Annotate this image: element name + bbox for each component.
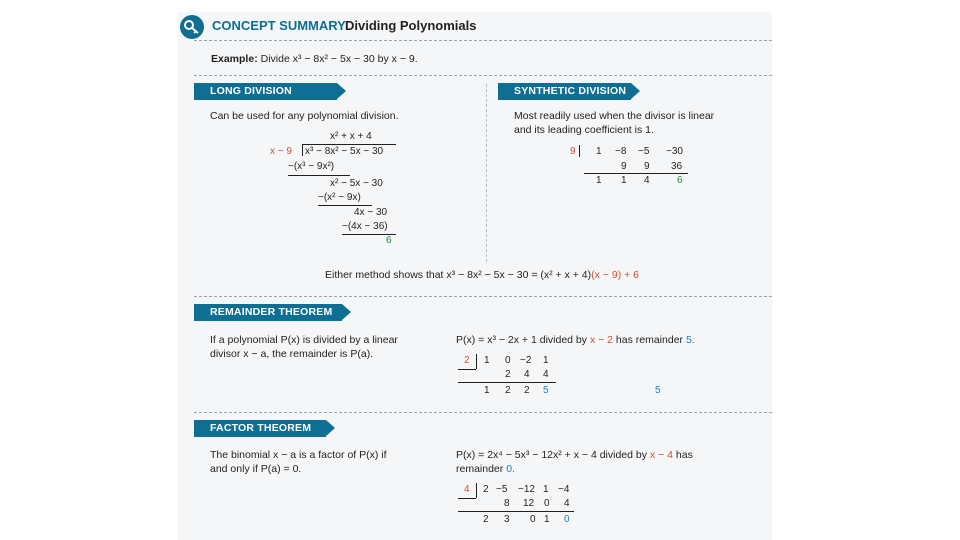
- long-division-bar: [302, 144, 396, 145]
- factor-theorem-heading-arrow: [326, 420, 335, 436]
- synthetic-root-bar: [579, 145, 580, 157]
- rt-remainder: 5: [543, 385, 549, 396]
- column-divider: [486, 84, 487, 262]
- long-division-quotient: x² + x + 4: [330, 131, 372, 142]
- long-division-dividend: x³ − 8x² − 5x − 30: [305, 146, 384, 157]
- ft-row3-1: 3: [504, 514, 510, 525]
- ft-row2-3: 4: [564, 498, 570, 509]
- remainder-theorem-heading: REMAINDER THEOREM: [194, 304, 342, 321]
- synthetic-row1-2: −5: [638, 146, 650, 157]
- conclusion-factor: (x − 9): [591, 269, 622, 281]
- ft-root: 4: [464, 484, 470, 495]
- rt-row1-2: −2: [520, 355, 532, 366]
- rt-statement-remainder: 5.: [685, 334, 695, 346]
- synthetic-row2-2: 36: [671, 161, 683, 172]
- synthetic-row3-0: 1: [596, 175, 602, 186]
- ft-row2-1: 12: [523, 498, 535, 509]
- rt-extra-value: 5: [655, 385, 661, 396]
- long-division-rule-2: [318, 205, 372, 206]
- factor-theorem-desc-2: and only if P(a) = 0.: [210, 463, 302, 475]
- long-division-step-2: x² − 5x − 30: [330, 178, 383, 189]
- synthetic-division-desc-2: and its leading coefficient is 1.: [514, 124, 654, 136]
- example-divider: [194, 75, 772, 76]
- long-division-step-4: 4x − 30: [354, 207, 388, 218]
- remainder-divider: [194, 412, 772, 413]
- conclusion-divider: [194, 296, 772, 297]
- ft-remainder: 0: [564, 514, 570, 525]
- rt-root-bar: [476, 354, 477, 369]
- rt-row1-1: 0: [505, 355, 511, 366]
- long-division-desc: Can be used for any polynomial division.: [210, 110, 399, 122]
- ft-row3-2: 0: [530, 514, 536, 525]
- example-divisor: x − 9.: [391, 53, 418, 65]
- long-division-heading: LONG DIVISION: [194, 83, 337, 100]
- rt-statement-mid: has remainder: [613, 334, 686, 346]
- synthetic-row2-1: 9: [644, 161, 650, 172]
- conclusion-pre: Either method shows that: [325, 269, 447, 281]
- ft-row3-0: 2: [483, 514, 489, 525]
- ft-row3-3: 1: [544, 514, 550, 525]
- long-division-step-1: −(x³ − 9x²): [288, 161, 335, 172]
- synthetic-remainder: 6: [677, 175, 683, 186]
- ft-row1-4: −4: [558, 484, 570, 495]
- conclusion-expr: x³ − 8x² − 5x − 30 = (x² + x + 4): [446, 269, 592, 281]
- example-text-pre: Divide: [260, 53, 293, 65]
- ft-root-bar: [476, 483, 477, 498]
- ft-root-underline: [458, 498, 476, 499]
- long-division-remainder: 6: [386, 235, 392, 246]
- ft-rule: [458, 511, 574, 512]
- synthetic-root: 9: [570, 146, 576, 157]
- synthetic-row1-0: 1: [596, 146, 602, 157]
- ft-statement-mid: has: [672, 449, 693, 461]
- ft-statement-line2-pre: remainder: [456, 463, 507, 475]
- rt-row3-0: 1: [484, 385, 490, 396]
- factor-theorem-desc-1: The binomial x − a is a factor of P(x) if: [210, 449, 387, 461]
- rt-row2-2: 4: [543, 369, 549, 380]
- synthetic-row3-1: 1: [621, 175, 627, 186]
- ft-row1-0: 2: [483, 484, 489, 495]
- factor-theorem-statement-1: [456, 449, 693, 462]
- remainder-theorem-heading-arrow: [342, 304, 351, 320]
- long-division-heading-arrow: [337, 83, 346, 99]
- long-division-step-5: −(4x − 36): [342, 221, 388, 232]
- rt-statement-pre: P(x) = x³ − 2x + 1 divided by: [456, 334, 590, 346]
- header-title: CONCEPT SUMMARY: [212, 18, 346, 33]
- synthetic-row3-2: 4: [644, 175, 650, 186]
- synthetic-row1-1: −8: [615, 146, 627, 157]
- rt-row3-1: 2: [505, 385, 511, 396]
- ft-row1-1: −5: [496, 484, 508, 495]
- remainder-theorem-desc-1: If a polynomial P(x) is divided by a linear: [210, 334, 398, 346]
- key-icon: [180, 15, 204, 39]
- header-badge: [180, 15, 204, 39]
- synthetic-division-heading-arrow: [631, 83, 640, 99]
- long-division-divisor: x − 9: [270, 146, 292, 157]
- example-text-mid: by: [374, 53, 392, 65]
- rt-row1-3: 1: [543, 355, 549, 366]
- rt-row1-0: 1: [484, 355, 490, 366]
- factor-theorem-statement-2: [456, 463, 515, 476]
- synthetic-rule: [584, 173, 688, 174]
- remainder-theorem-desc-2: divisor x − a, the remainder is P(a).: [210, 348, 374, 360]
- long-division-rule-1: [288, 175, 350, 176]
- header-subtitle: Dividing Polynomials: [345, 18, 477, 33]
- synthetic-row1-3: −30: [666, 146, 683, 157]
- ft-row1-3: 1: [543, 484, 549, 495]
- conclusion-line: [325, 269, 639, 282]
- rt-row2-0: 2: [505, 369, 511, 380]
- example-line: [211, 53, 418, 66]
- rt-root-underline: [458, 369, 476, 370]
- example-expr: x³ − 8x² − 5x − 30: [292, 53, 375, 65]
- rt-rule: [458, 382, 556, 383]
- concept-summary-page: [178, 12, 772, 540]
- synthetic-row2-0: 9: [621, 161, 627, 172]
- ft-statement-divisor: x − 4: [649, 449, 673, 461]
- rt-root: 2: [464, 355, 470, 366]
- ft-statement-pre: P(x) = 2x⁴ − 5x³ − 12x² + x − 4 divided by: [456, 449, 650, 461]
- conclusion-tail: + 6: [621, 269, 640, 281]
- ft-row2-0: 8: [504, 498, 510, 509]
- factor-theorem-heading: FACTOR THEOREM: [194, 420, 326, 437]
- long-division-bracket: [302, 144, 303, 156]
- ft-row1-2: −12: [518, 484, 535, 495]
- long-division-step-3: −(x² − 9x): [318, 192, 361, 203]
- rt-statement-divisor: x − 2: [589, 334, 613, 346]
- ft-statement-remainder: 0.: [506, 463, 515, 475]
- ft-row2-2: 0: [544, 498, 550, 509]
- header-divider: [194, 40, 772, 41]
- synthetic-division-desc-1: Most readily used when the divisor is linear: [514, 110, 715, 122]
- rt-row3-2: 2: [524, 385, 530, 396]
- example-label: Example:: [211, 53, 258, 65]
- rt-row2-1: 4: [524, 369, 530, 380]
- synthetic-division-heading: SYNTHETIC DIVISION: [498, 83, 631, 100]
- remainder-theorem-statement: [456, 334, 695, 347]
